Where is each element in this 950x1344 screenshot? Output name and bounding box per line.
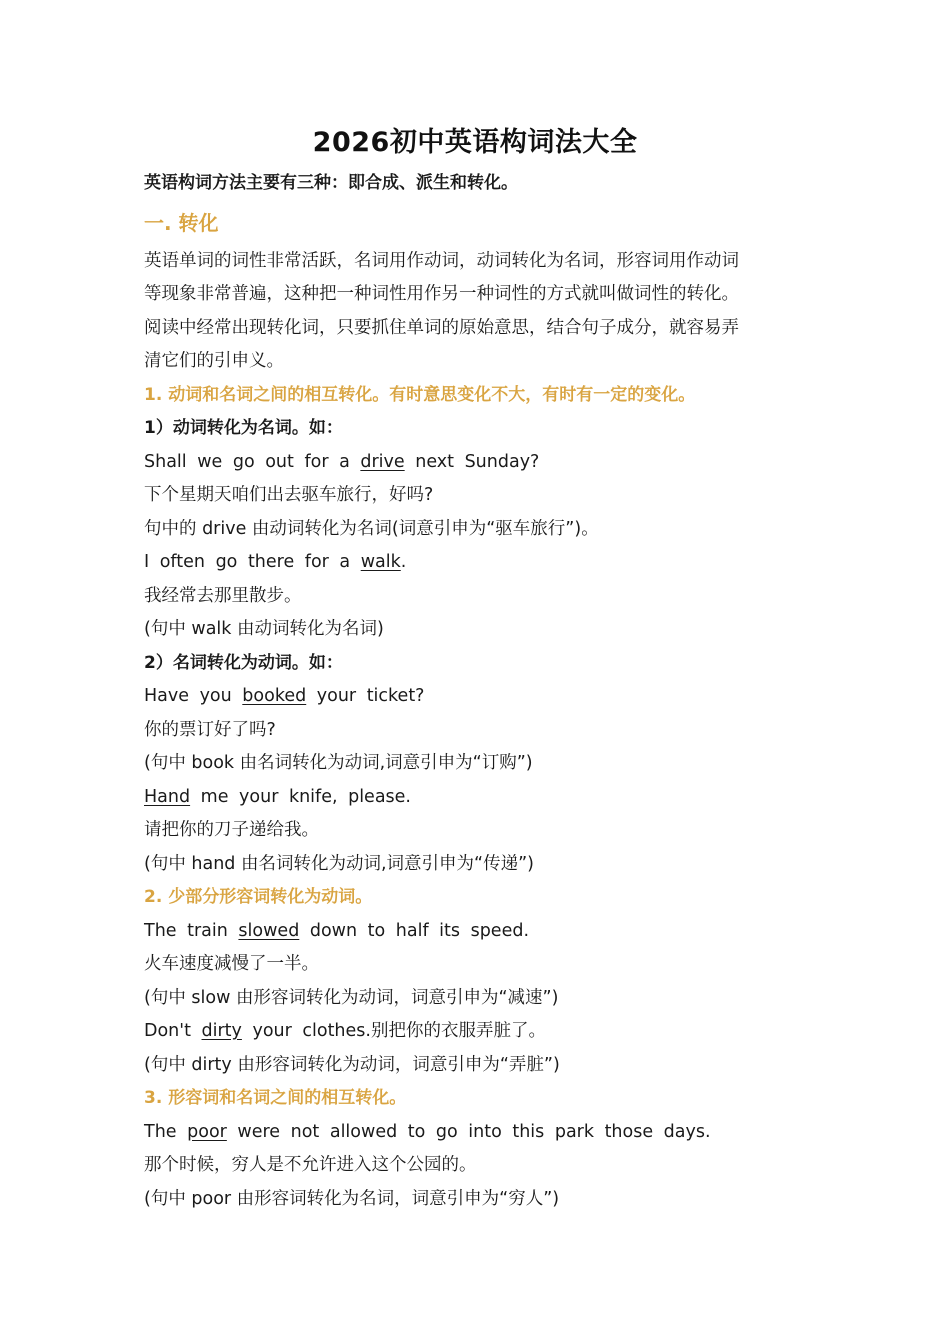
example-sentence: I often go there for a walk.	[144, 552, 407, 572]
paragraph-line: 等现象非常普遍，这种把一种词性用作另一种词性的方式就叫做词性的转化。	[144, 284, 739, 304]
underlined-word: poor	[187, 1121, 227, 1142]
underlined-word: slowed	[238, 920, 300, 941]
example-translation: 火车速度减慢了一半。	[144, 954, 319, 974]
document-body	[144, 167, 824, 1216]
example-sentence: Don't dirty your clothes.别把你的衣服弄脏了。	[144, 1021, 546, 1041]
example-sentence: Hand me your knife, please.	[144, 786, 411, 807]
underlined-word: walk	[360, 552, 401, 572]
underlined-word: booked	[242, 686, 307, 706]
subsection-heading: 1. 动词和名词之间的相互转化。有时意思变化不大，有时有一定的变化。	[144, 384, 696, 405]
example-note: (句中 poor 由形容词转化为名词，词意引申为“穷人”)	[144, 1188, 560, 1209]
example-note: (句中 walk 由动词转化为名词)	[144, 619, 384, 639]
underlined-word: drive	[360, 451, 405, 472]
underlined-word: dirty	[201, 1021, 242, 1041]
example-sentence: The train slowed down to half its speed.	[144, 920, 530, 941]
page-title: 2026初中英语构词法大全	[312, 127, 638, 158]
paragraph-line: 阅读中经常出现转化词，只要抓住单词的原始意思，结合句子成分，就容易弄	[144, 317, 739, 338]
example-translation: 那个时候，穷人是不允许进入这个公园的。	[144, 1155, 477, 1175]
paragraph-line: 英语单词的词性非常活跃，名词用作动词，动词转化为名词，形容词用作动词	[144, 250, 739, 271]
example-translation: 请把你的刀子递给我。	[144, 820, 319, 840]
subsection-heading: 3. 形容词和名词之间的相互转化。	[144, 1088, 407, 1108]
example-note: (句中 dirty 由形容词转化为动词，词意引申为“弄脏”)	[144, 1054, 560, 1075]
paragraph-line: 清它们的引申义。	[144, 351, 284, 371]
example-note: (句中 book 由名词转化为动词,词意引申为“订购”)	[144, 753, 533, 773]
part-heading: 2）名词转化为动词。如：	[144, 652, 343, 673]
part-heading: 1）动词转化为名词。如：	[144, 418, 343, 438]
example-note: (句中 hand 由名词转化为动词,词意引申为“传递”)	[144, 853, 534, 874]
example-note: (句中 slow 由形容词转化为动词，词意引申为“减速”)	[144, 987, 559, 1008]
subsection-heading: 2. 少部分形容词转化为动词。	[144, 887, 373, 907]
example-sentence: Shall we go out for a drive next Sunday?	[144, 451, 540, 472]
intro-text: 英语构词方法主要有三种：即合成、派生和转化。	[144, 173, 518, 193]
example-sentence: Have you booked your ticket?	[144, 686, 425, 706]
example-note: 句中的 drive 由动词转化为名词(词意引申为“驱车旅行”)。	[144, 518, 599, 539]
example-translation: 你的票订好了吗?	[144, 719, 276, 740]
section-heading: 一. 转化	[144, 210, 219, 235]
underlined-word: Hand	[144, 786, 191, 807]
example-sentence: The poor were not allowed to go into this park those days.	[144, 1121, 711, 1142]
example-translation: 下个星期天咱们出去驱车旅行，好吗?	[144, 485, 434, 505]
example-translation: 我经常去那里散步。	[144, 585, 302, 606]
